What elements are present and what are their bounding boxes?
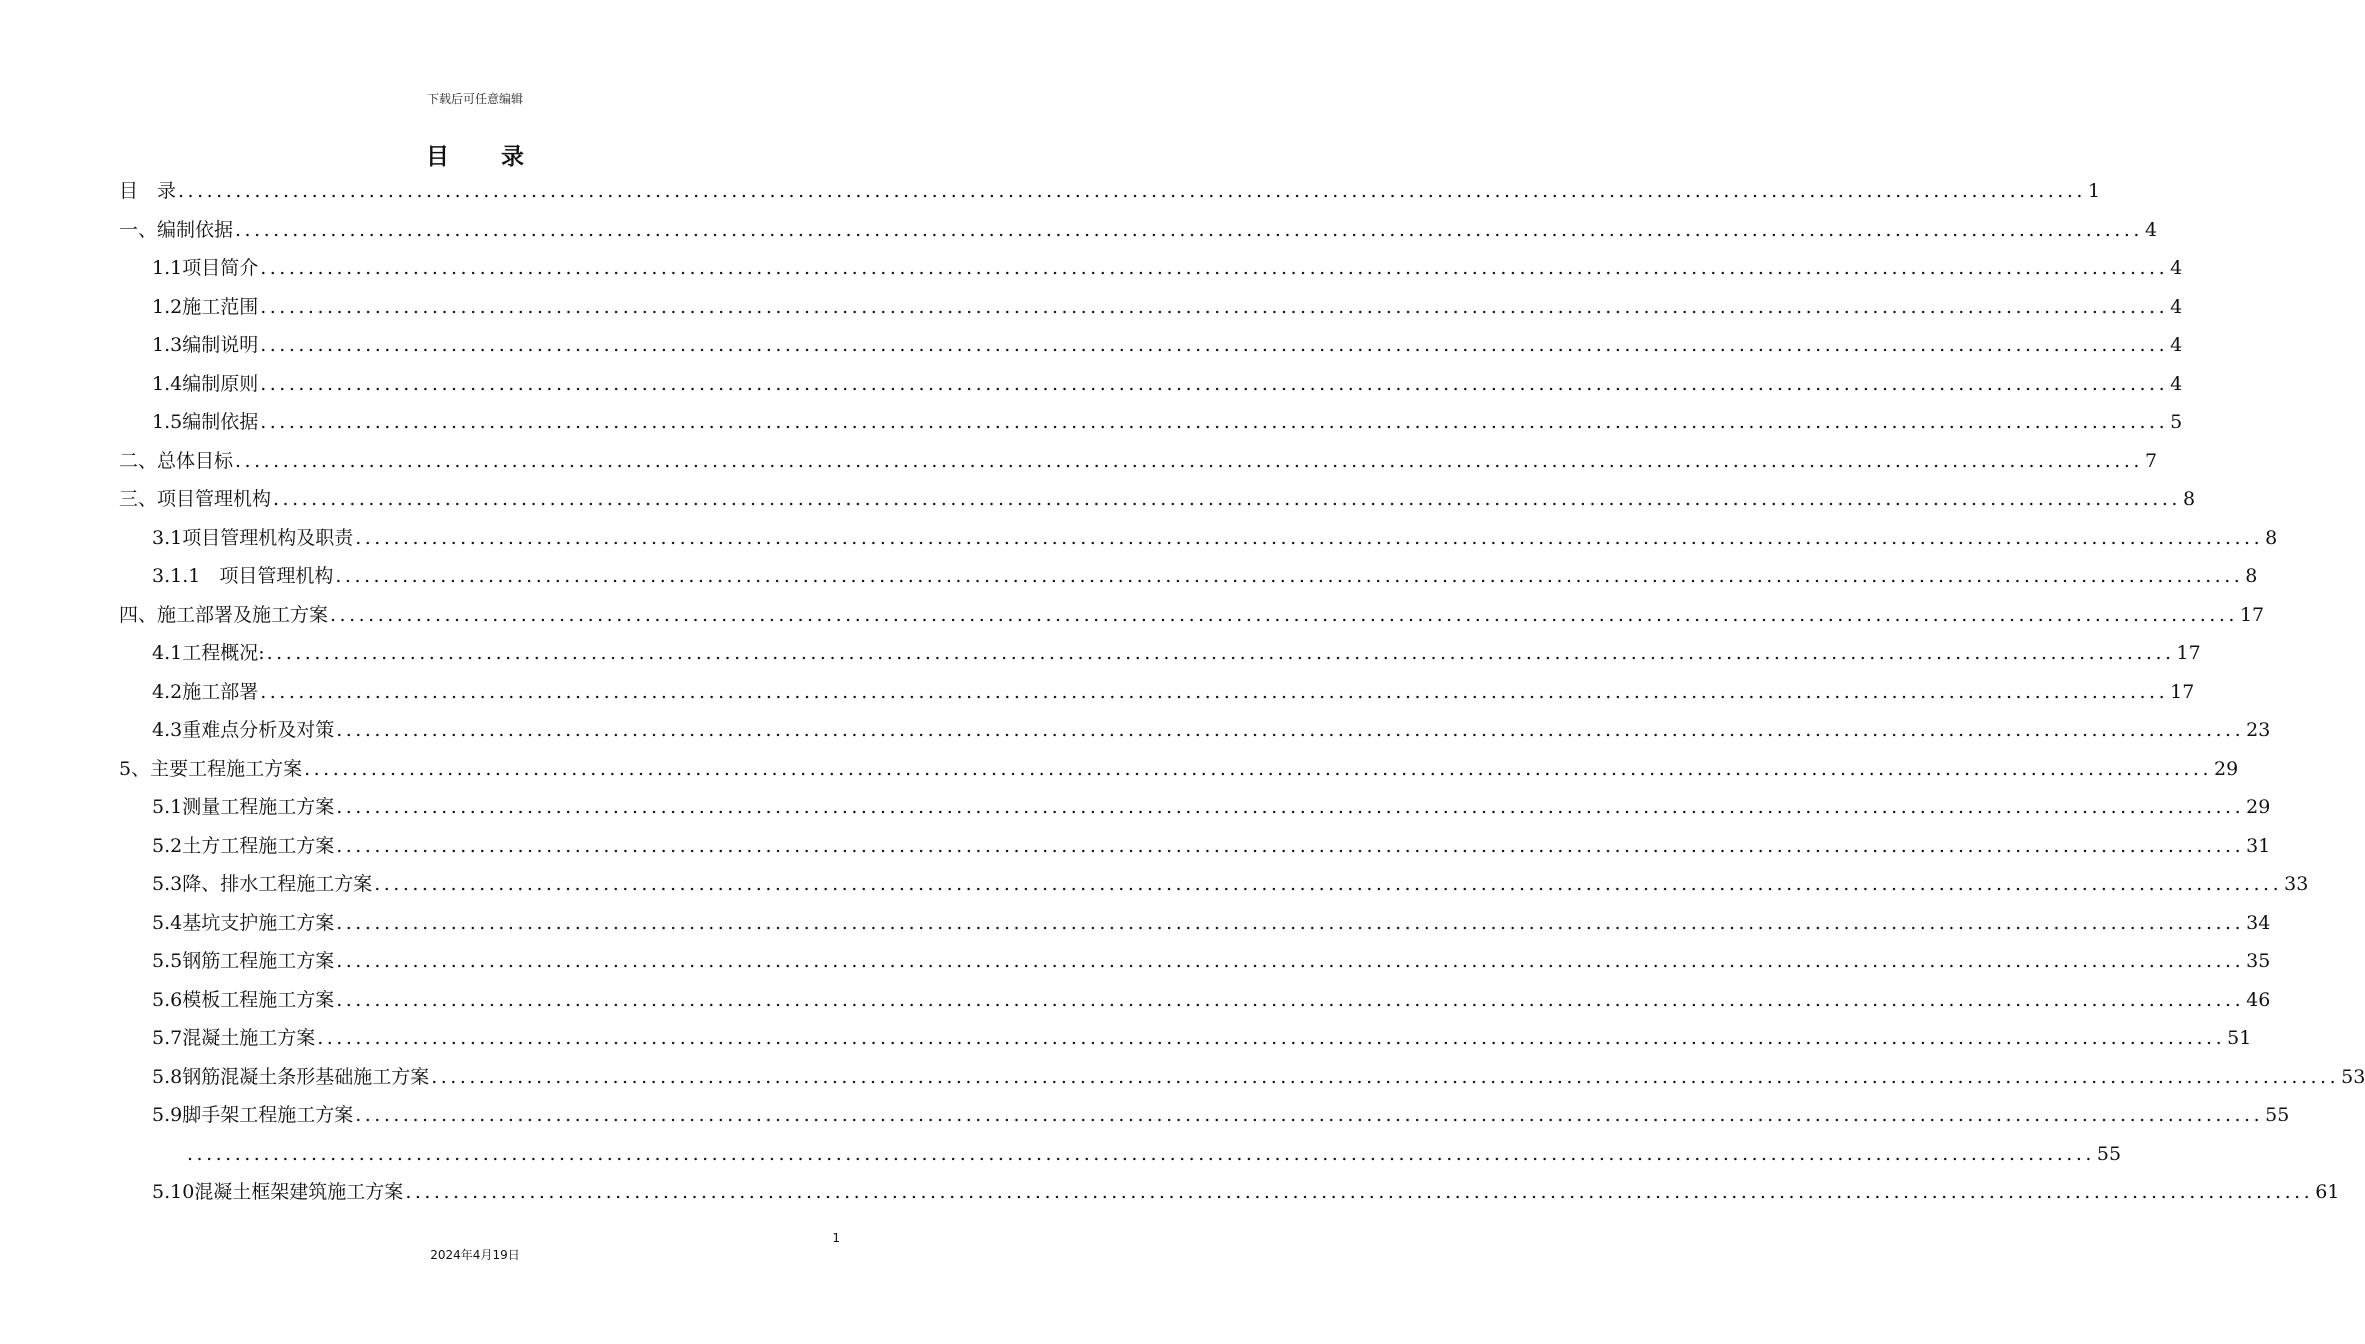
toc-entry[interactable]: [119, 442, 2158, 480]
toc-entry-label: 1.4编制原则: [152, 372, 259, 395]
toc-entry[interactable]: [119, 480, 2196, 518]
toc-entry[interactable]: [152, 365, 2183, 403]
toc-entry-page: 35: [2246, 950, 2271, 972]
toc-entry-label: 5.6模板工程施工方案: [152, 988, 335, 1011]
dot-leader: ........................................................................................................................................................................................................: [335, 565, 2244, 587]
toc-entry-page: 61: [2315, 1181, 2340, 1203]
toc-entry-label: 三、项目管理机构: [119, 488, 272, 510]
toc-entry-label: 4.1工程概况:: [152, 642, 265, 664]
dot-leader: ........................................................................................................................................................................................................: [336, 719, 2245, 741]
toc-entry[interactable]: [152, 1096, 2290, 1134]
toc-entry[interactable]: [152, 634, 2201, 672]
dot-leader: ........................................................................................................................................................................................................: [260, 680, 2169, 703]
toc-entry-label: 1.3编制说明: [152, 334, 259, 356]
toc-entry-label: 5.1测量工程施工方案: [152, 796, 335, 818]
toc-entry-label: 1.5编制依据: [152, 411, 259, 433]
toc-entry[interactable]: [152, 557, 2258, 595]
toc-entry[interactable]: [152, 403, 2183, 441]
dot-leader: ........................................................................................................................................................................................................: [431, 1065, 2340, 1088]
toc-entry[interactable]: [152, 942, 2271, 980]
toc-entry[interactable]: [119, 172, 2101, 210]
toc-entry[interactable]: [152, 788, 2271, 826]
toc-entry[interactable]: [152, 981, 2271, 1019]
toc-entry-page: 55: [2096, 1142, 2122, 1165]
dot-leader: ........................................................................................................................................................................................................: [260, 334, 2169, 356]
toc-entry-label: 1.2施工范围: [152, 295, 259, 318]
toc-entry-page: 1: [2087, 180, 2101, 202]
dot-leader: ........................................................................................................................................................................................................: [260, 257, 2169, 279]
dot-leader: ........................................................................................................................................................................................................: [273, 488, 2181, 510]
toc-entry-label: 四、施工部署及施工方案: [119, 603, 329, 626]
toc-entry-label: 4.3重难点分析及对策: [152, 719, 335, 741]
toc-entry[interactable]: [152, 1173, 2340, 1211]
toc-entry-page: 4: [2170, 372, 2183, 395]
toc-entry[interactable]: [152, 827, 2271, 865]
toc-entry-page: 4: [2170, 334, 2183, 356]
toc-entry-label: 3.1.1 项目管理机构: [152, 565, 334, 587]
toc-entry-page: 29: [2214, 757, 2239, 780]
toc-entry-page: 29: [2246, 796, 2271, 818]
toc-entry[interactable]: [152, 1058, 2365, 1096]
dot-leader: ........................................................................................................................................................................................................: [260, 372, 2169, 395]
toc-entry-page: 55: [2265, 1104, 2290, 1126]
toc-entry-page: 5: [2170, 411, 2183, 433]
toc-entry[interactable]: [152, 1019, 2252, 1057]
toc-entry-label: 二、总体目标: [119, 449, 234, 472]
toc-entry-label: 5.4基坑支护施工方案: [152, 911, 335, 934]
toc-entry-label: 目 录: [119, 180, 177, 202]
dot-leader: ........................................................................................................................................................................................................: [355, 1104, 2264, 1126]
footer-date: 2024年4月19日: [430, 1248, 520, 1262]
toc-title: 目 录: [425, 144, 546, 170]
dot-leader: ........................................................................................................................................................................................................: [260, 411, 2169, 433]
dot-leader: ........................................................................................................................................................................................................: [330, 603, 2238, 626]
toc-entry[interactable]: [185, 1135, 2122, 1173]
page-number: 1: [832, 1231, 840, 1245]
dot-leader: ........................................................................................................................................................................................................: [317, 1027, 2226, 1049]
dot-leader: ........................................................................................................................................................................................................: [336, 911, 2245, 934]
toc-entry[interactable]: [152, 673, 2195, 711]
toc-entry-page: 53: [2341, 1065, 2365, 1088]
toc-entry-page: 8: [2182, 488, 2196, 510]
dot-leader: ........................................................................................................................................................................................................: [336, 796, 2245, 818]
toc-entry-label: 5.5钢筋工程施工方案: [152, 950, 335, 972]
dot-leader: ........................................................................................................................................................................................................: [405, 1181, 2314, 1203]
dot-leader: ........................................................................................................................................................................................................: [187, 1142, 2095, 1165]
dot-leader: ........................................................................................................................................................................................................: [374, 873, 2283, 895]
toc-entry-label: 一、编制依据: [119, 218, 234, 241]
toc-entry[interactable]: [152, 865, 2309, 903]
toc-entry-page: 4: [2144, 218, 2158, 241]
toc-entry[interactable]: [152, 711, 2271, 749]
toc-entry-page: 51: [2227, 1027, 2252, 1049]
toc-entry[interactable]: [119, 211, 2158, 249]
toc-entry-label: 5.9脚手架工程施工方案: [152, 1104, 354, 1126]
toc-entry-page: 17: [2176, 642, 2201, 664]
toc-entry-label: 3.1项目管理机构及职责: [152, 526, 354, 549]
dot-leader: ........................................................................................................................................................................................................: [355, 526, 2264, 549]
toc-entry-page: 8: [2265, 526, 2278, 549]
toc-entry-page: 46: [2246, 988, 2271, 1011]
toc-entry-label: 5.10混凝土框架建筑施工方案: [152, 1181, 404, 1203]
dot-leader: ........................................................................................................................................................................................................: [304, 757, 2213, 780]
toc-entry-page: 17: [2239, 603, 2265, 626]
dot-leader: ........................................................................................................................................................................................................: [235, 218, 2143, 241]
toc-entry-page: 31: [2246, 834, 2271, 857]
toc-entry-label: 1.1项目简介: [152, 257, 259, 279]
dot-leader: ........................................................................................................................................................................................................: [266, 642, 2175, 664]
toc-entry[interactable]: [119, 750, 2239, 788]
toc-entry-page: 4: [2170, 257, 2183, 279]
toc-entry[interactable]: [152, 249, 2183, 287]
toc-entry-label: 5.3降、排水工程施工方案: [152, 873, 373, 895]
toc-entry-page: 7: [2144, 449, 2158, 472]
toc-entry-label: 5、主要工程施工方案: [119, 757, 303, 780]
toc-entry-page: 4: [2170, 295, 2183, 318]
toc-entry[interactable]: [152, 519, 2278, 557]
dot-leader: ........................................................................................................................................................................................................: [336, 950, 2245, 972]
dot-leader: ........................................................................................................................................................................................................: [336, 988, 2245, 1011]
dot-leader: ........................................................................................................................................................................................................: [336, 834, 2245, 857]
toc-entry-label: 5.8钢筋混凝土条形基础施工方案: [152, 1065, 430, 1088]
toc-entry-label: 4.2施工部署: [152, 680, 259, 703]
toc-entry-page: 23: [2246, 719, 2271, 741]
header-note: 下载后可任意编辑: [426, 92, 523, 106]
toc-entry[interactable]: [152, 288, 2183, 326]
dot-leader: ........................................................................................................................................................................................................: [178, 180, 2086, 202]
dot-leader: ........................................................................................................................................................................................................: [235, 449, 2143, 472]
dot-leader: ........................................................................................................................................................................................................: [260, 295, 2169, 318]
toc-entry[interactable]: [119, 596, 2265, 634]
toc-entry-page: 33: [2284, 873, 2309, 895]
toc-entry-label: 5.2土方工程施工方案: [152, 834, 335, 857]
toc-entry-page: 17: [2170, 680, 2195, 703]
toc-entry-page: 34: [2246, 911, 2271, 934]
toc-entry[interactable]: [152, 904, 2271, 942]
toc-entry-page: 8: [2245, 565, 2258, 587]
toc-entry[interactable]: [152, 326, 2183, 364]
toc-entry-label: 5.7混凝土施工方案: [152, 1027, 316, 1049]
